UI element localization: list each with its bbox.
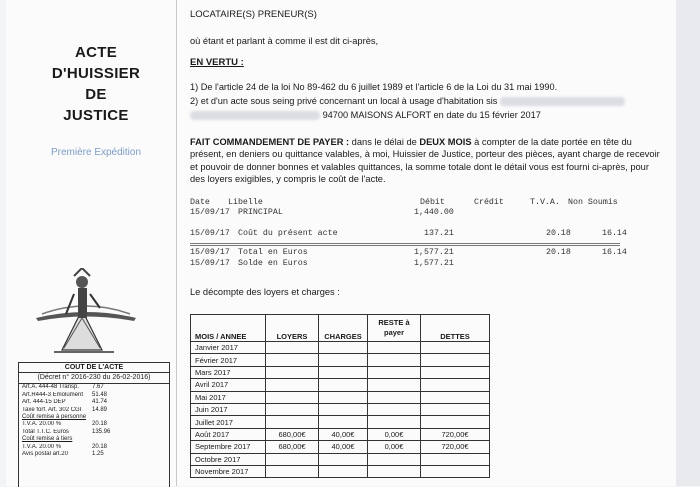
table-row xyxy=(191,441,490,453)
fait-text: présent, en deniers ou quittance valables, à moi, Huissier de Justice, porteur des pièces, ayant charge de recevoir xyxy=(190,149,660,160)
cout-row xyxy=(19,421,169,428)
table-row xyxy=(191,391,490,403)
fait-text: et pouvoir de donner bonnes et valables quittances, la somme totale dont le détail vous est fourni ci-après, pour xyxy=(190,161,649,172)
ledger-debit: 1,577.21 xyxy=(414,248,454,257)
cell-mois: Septembre 2017 xyxy=(191,441,266,453)
cell-loyers xyxy=(266,379,319,391)
locataire-heading: LOCATAIRE(S) PRENEUR(S) xyxy=(190,9,317,20)
ou-etant-text: où étant et parlant à comme il est dit ci-après, xyxy=(190,36,379,46)
cell-loyers xyxy=(266,465,319,477)
deux-mois-label: DEUX MOIS xyxy=(419,137,472,147)
ledger-date: 15/09/17 xyxy=(190,208,230,217)
cell-loyers xyxy=(266,416,319,428)
cell-charges xyxy=(319,379,368,391)
cell-loyers xyxy=(266,354,319,366)
cell-mois: Janvier 2017 xyxy=(191,342,266,354)
cout-row xyxy=(19,451,169,458)
cell-mois: Août 2017 xyxy=(191,428,266,440)
cell-charges: 40,00€ xyxy=(319,428,368,440)
cell-dettes xyxy=(421,391,490,403)
table-row xyxy=(191,379,490,391)
document-page xyxy=(6,0,676,486)
ledger-date: 15/09/17 xyxy=(190,248,230,257)
fait-text: dans le délai de xyxy=(349,137,420,147)
cell-reste: 0,00€ xyxy=(368,441,421,453)
cout-row xyxy=(19,444,169,451)
cell-charges xyxy=(319,354,368,366)
cout-label: Taxe forf. Art. 302 CGI xyxy=(22,406,82,413)
decompte-title: Le décompte des loyers et charges : xyxy=(190,287,340,297)
table-header-row xyxy=(191,315,490,342)
ledger-date: 15/09/17 xyxy=(190,259,230,268)
table-row xyxy=(191,453,490,465)
cout-label: T.V.A. 20.00 % xyxy=(22,443,62,450)
cell-mois: Juillet 2017 xyxy=(191,416,266,428)
fait-commandement-label: FAIT COMMANDEMENT DE PAYER : xyxy=(190,137,350,147)
cout-subheading: (Décret n° 2016-230 du 26-02-2016) xyxy=(19,373,169,384)
cell-reste xyxy=(368,465,421,477)
cell-dettes xyxy=(421,465,490,477)
ledger-header-debit: Débit xyxy=(420,198,445,207)
cout-value: 41.74 xyxy=(92,399,108,406)
cell-dettes xyxy=(421,354,490,366)
redacted-address xyxy=(500,97,625,106)
cell-reste xyxy=(368,379,421,391)
cell-reste xyxy=(368,453,421,465)
cell-mois: Novembre 2017 xyxy=(191,465,266,477)
acte-title xyxy=(26,42,166,126)
cell-loyers xyxy=(266,391,319,403)
ledger-non-soumis: 16.14 xyxy=(602,248,627,257)
cell-loyers: 680,00€ xyxy=(266,428,319,440)
cell-reste xyxy=(368,342,421,354)
justice-emblem-icon xyxy=(34,268,138,353)
cell-charges xyxy=(319,465,368,477)
sidebar xyxy=(6,0,176,486)
table-row xyxy=(191,366,490,378)
vertu-item-2 xyxy=(190,96,625,106)
ledger-divider xyxy=(190,243,620,244)
cell-dettes: 720,00€ xyxy=(421,441,490,453)
ledger-label: Coût du présent acte xyxy=(238,229,338,238)
cout-row xyxy=(19,429,169,436)
header-mois: MOIS / ANNEE xyxy=(191,315,266,342)
ledger-debit: 1,577.21 xyxy=(414,259,454,268)
loyers-table xyxy=(190,314,490,478)
cout-label: T.V.A. 20.00 % xyxy=(22,421,62,428)
cell-loyers xyxy=(266,342,319,354)
cout-value: 20.18 xyxy=(92,443,108,450)
cout-label: Art.A. 444-48 Transp. xyxy=(22,384,80,391)
cell-charges: 40,00€ xyxy=(319,441,368,453)
ledger-non-soumis: 16.14 xyxy=(602,229,627,238)
title-line: D'HUISSIER xyxy=(51,65,141,82)
cell-loyers xyxy=(266,403,319,415)
ledger-header-libelle: Libelle xyxy=(228,198,263,207)
table-row xyxy=(191,403,490,415)
ledger-tva: 20.18 xyxy=(546,229,571,238)
cell-dettes xyxy=(421,453,490,465)
cout-row xyxy=(19,384,169,391)
table-row xyxy=(191,428,490,440)
cell-charges xyxy=(319,342,368,354)
cout-value: 1.25 xyxy=(92,451,104,458)
cout-section-label: Coût remise à personne xyxy=(22,414,87,421)
table-row xyxy=(191,416,490,428)
cout-value: 14.89 xyxy=(92,406,108,413)
fait-text: des loyers exigibles, y compris le coût de l'acte. xyxy=(190,173,386,184)
cell-reste xyxy=(368,366,421,378)
cell-dettes xyxy=(421,416,490,428)
cell-dettes xyxy=(421,366,490,378)
ledger-tva: 20.18 xyxy=(546,248,571,257)
cell-reste xyxy=(368,354,421,366)
cout-value: 51.48 xyxy=(92,391,108,398)
cout-row xyxy=(19,407,169,414)
ledger-label: PRINCIPAL xyxy=(238,208,283,217)
vertu-item-3-text: 94700 MAISONS ALFORT en date du 15 février 2017 xyxy=(322,110,541,120)
main-content xyxy=(190,0,676,486)
title-line: DE xyxy=(85,86,107,103)
cell-charges xyxy=(319,403,368,415)
cout-row xyxy=(19,392,169,399)
fait-commandement-paragraph xyxy=(190,136,660,185)
vertu-item-2-text: 2) et d'un acte sous seing privé concernant un local à usage d'habitation sis xyxy=(190,96,498,106)
cell-mois: Avril 2017 xyxy=(191,379,266,391)
vertu-item-3 xyxy=(190,110,541,120)
cout-label: Total T.T.C. Euros xyxy=(22,428,69,435)
cell-charges xyxy=(319,453,368,465)
cout-value: 7.67 xyxy=(92,384,104,391)
page-edge xyxy=(676,0,700,486)
title-line: JUSTICE xyxy=(63,107,129,124)
ledger-header-tva: T.V.A. xyxy=(530,198,560,207)
cell-charges xyxy=(319,366,368,378)
cell-dettes: 720,00€ xyxy=(421,428,490,440)
ledger-divider xyxy=(190,245,620,246)
column-divider xyxy=(176,0,177,486)
ledger-header-date: Date xyxy=(190,198,210,207)
header-loyers: LOYERS xyxy=(266,315,319,342)
cell-dettes xyxy=(421,403,490,415)
cell-reste xyxy=(368,416,421,428)
cout-label: Art. 444-15 DEP xyxy=(22,399,66,406)
cout-label: Avis postal art.20 xyxy=(22,451,68,458)
table-row xyxy=(191,465,490,477)
ledger-debit: 1,440.00 xyxy=(414,208,454,217)
vertu-item-1: 1) De l'article 24 de la loi No 89-462 du 6 juillet 1989 et l'article 6 de la Loi du 31 mai 1990. xyxy=(190,82,558,92)
table-row xyxy=(191,342,490,354)
expedition-label: Première Expédition xyxy=(50,147,142,158)
ledger-label: Solde en Euros xyxy=(238,259,308,268)
cout-de-l-acte-box xyxy=(18,362,170,487)
cell-mois: Juin 2017 xyxy=(191,403,266,415)
ledger-header-non-soumis: Non Soumis xyxy=(568,198,618,207)
cell-reste xyxy=(368,391,421,403)
cell-dettes xyxy=(421,342,490,354)
cout-heading: COUT DE L'ACTE xyxy=(19,363,169,373)
header-reste: RESTE à payer xyxy=(368,315,421,342)
ledger-label: Total en Euros xyxy=(238,248,308,257)
cell-mois: Octobre 2017 xyxy=(191,453,266,465)
cell-loyers xyxy=(266,453,319,465)
ledger-debit: 137.21 xyxy=(424,229,454,238)
redacted-address xyxy=(190,111,320,120)
cell-charges xyxy=(319,416,368,428)
cell-mois: Mars 2017 xyxy=(191,366,266,378)
cout-section-label: Coût remise à tiers xyxy=(22,436,73,443)
header-dettes: DETTES xyxy=(421,315,490,342)
cell-reste xyxy=(368,403,421,415)
title-line: ACTE xyxy=(74,44,118,61)
cell-mois: Février 2017 xyxy=(191,354,266,366)
cout-label: Art.R444-3 Emolument xyxy=(22,391,84,398)
cell-loyers: 680,00€ xyxy=(266,441,319,453)
table-row xyxy=(191,354,490,366)
cell-mois: Mai 2017 xyxy=(191,391,266,403)
ledger-date: 15/09/17 xyxy=(190,229,230,238)
cell-dettes xyxy=(421,379,490,391)
cell-charges xyxy=(319,391,368,403)
cout-row xyxy=(19,399,169,406)
fait-text: à compter de la date portée en tête du xyxy=(471,137,632,147)
en-vertu-heading: EN VERTU : xyxy=(190,57,244,68)
header-charges: CHARGES xyxy=(319,315,368,342)
cout-value: 20.18 xyxy=(92,421,108,428)
cell-reste: 0,00€ xyxy=(368,428,421,440)
cout-value: 135.96 xyxy=(92,428,111,435)
cell-loyers xyxy=(266,366,319,378)
ledger-header-credit: Crédit xyxy=(474,198,504,207)
